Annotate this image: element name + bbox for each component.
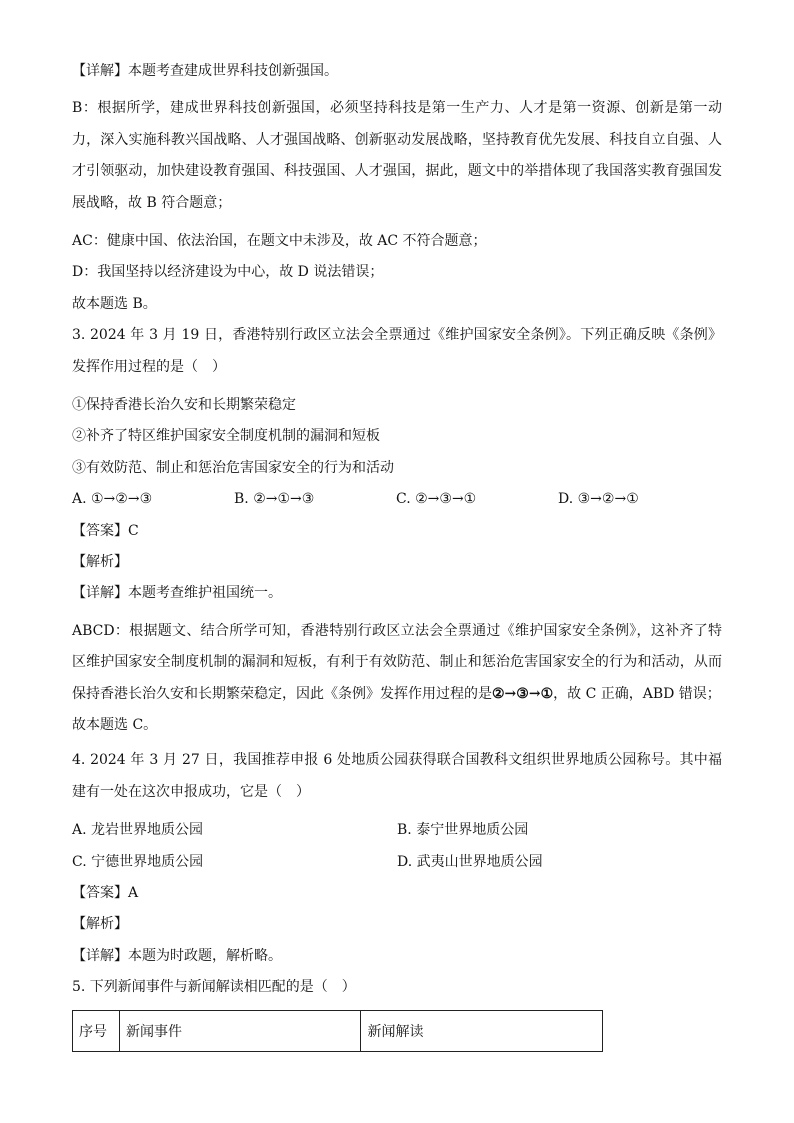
q4-detail: 【详解】本题为时政题，解析略。 [72,947,282,964]
q5-news-table [72,1010,603,1052]
q2-analysis-b: B：根据所学，建成世界科技创新强国，必须坚持科技是第一生产力、人才是第一资源、创新是第一动力，深入实施科教兴国战略、人才强国战略、创新驱动发展战略，坚持教育优先发展、科技自立自强、人才引领驱动，加快建设教育强国、科技强国、人才强国，据此，题文中的举措体现了我国落实教育强国发展战略，故 B 符合题意； [72,100,722,211]
q2-conclusion: 故本题选 B。 [72,295,157,312]
q4-answer: 【答案】A [72,884,139,901]
q4-option-d: D. 武夷山世界地质公园 [397,853,543,870]
q4-options-row-2 [72,853,722,871]
q4-option-c: C. 宁德世界地质公园 [72,853,204,870]
table-header-index: 序号 [73,1010,120,1051]
q3-option-a: A. ①→②→③ [72,491,153,508]
document-page [72,62,722,1052]
q3-explanation [72,616,722,710]
q4-stem: 4. 2024 年 3 月 27 日，我国推荐申报 6 处地质公园获得联合国教科文组织世界地质公园称号。其中福建有一处在这次申报成功，它是（ ） [72,752,722,800]
q4-options-row-1 [72,821,722,839]
q3-options [72,490,722,508]
q3-item-3: ③有效防范、制止和惩治危害国家安全的行为和活动 [72,459,394,476]
q3-conclusion: 故本题选 C。 [72,716,158,733]
q4-option-b: B. 泰宁世界地质公园 [397,822,529,839]
q3-stem: 3. 2024 年 3 月 19 日，香港特别行政区立法会全票通过《维护国家安全条例》。下列正确反映《条例》发挥作用过程的是（ ） [72,327,722,375]
q3-answer: 【答案】C [72,522,139,539]
q3-option-d: D. ③→②→① [558,491,639,508]
q3-item-2: ②补齐了特区维护国家安全制度机制的漏洞和短板 [72,428,380,445]
q3-option-c: C. ②→③→① [396,491,477,508]
q5-stem: 5. 下列新闻事件与新闻解读相匹配的是（ ） [72,979,356,996]
table-header-event: 新闻事件 [119,1010,361,1051]
table-header-row [73,1010,603,1051]
q4-option-a: A. 龙岩世界地质公园 [72,822,204,839]
q3-explanation-text: ABCD：根据题文、结合所学可知，香港特别行政区立法会全票通过《维护国家安全条例》，这补齐了特区维护国家安全制度机制的漏洞和短板，有利于有效防范、制止和惩治危害国家安全的行为和活动，从而保持香港长治久安和长期繁荣稳定，因此《条例》发挥作用过程的是 [72,622,722,702]
q2-analysis-ac: AC：健康中国、依法治国，在题文中未涉及，故 AC 不符合题意； [72,233,487,250]
q4-analysis-label: 【解析】 [72,916,128,933]
q3-item-1: ①保持香港长治久安和长期繁荣稳定 [72,397,296,413]
q3-option-b: B. ②→①→③ [234,491,315,508]
q2-analysis-d: D：我国坚持以经济建设为中心，故 D 说法错误； [72,264,384,281]
q3-explanation-sequence: ②→③→① [492,685,554,702]
q3-explanation-tail: ，故 C 正确，ABD 错误； [553,685,721,702]
q3-detail: 【详解】本题考查维护祖国统一。 [72,585,282,602]
q3-analysis-label: 【解析】 [72,553,128,570]
q2-detail: 【详解】本题考查建成世界科技创新强国。 [72,63,338,79]
table-header-interpretation: 新闻解读 [361,1010,603,1051]
